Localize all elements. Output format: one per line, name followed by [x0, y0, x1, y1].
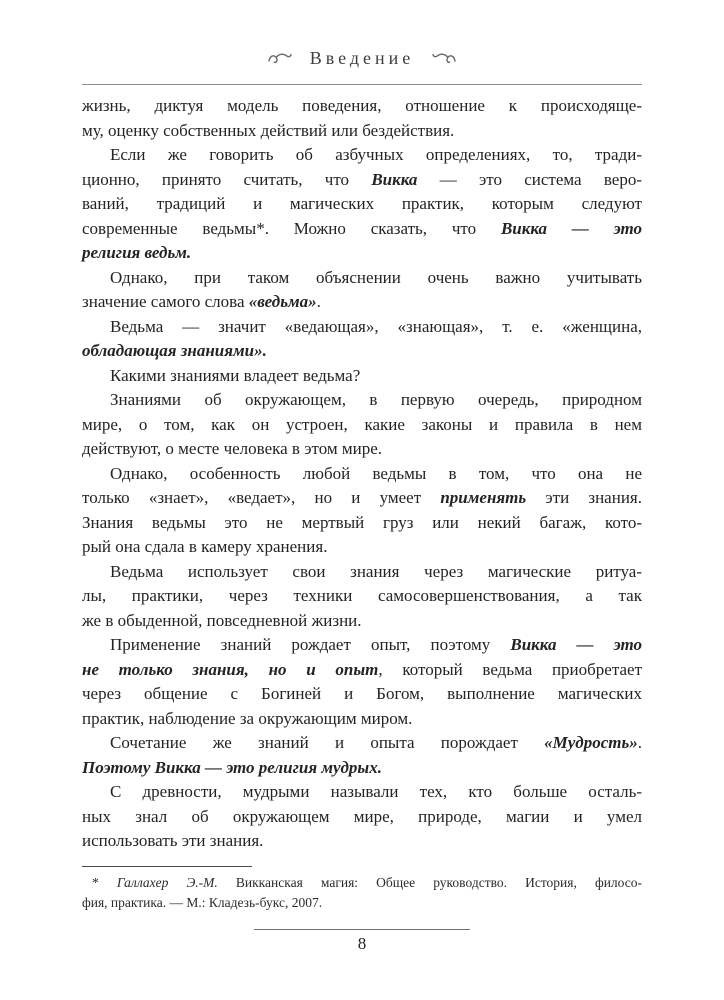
text-line: же в обыденной, повседневной жизни. [82, 610, 362, 630]
text-line: Ведьма — значит «ведающая», «знающая», т. е. «женщина, [110, 316, 642, 336]
emphasis-text: применять [440, 488, 527, 507]
footer-divider [254, 929, 470, 930]
text-line: Применение знаний рождает опыт, поэтому Викка — это [110, 635, 642, 654]
chapter-title: Введение [309, 48, 415, 68]
text-line: значение самого слова «ведьма». [82, 292, 321, 311]
text-line: рый она сдала в камеру хранения. [82, 537, 328, 556]
text-line: современные ведьмы*. Можно сказать, что Викка — это [82, 218, 642, 238]
emphasis-text: «Мудрость» [544, 733, 638, 752]
text-line: Сочетание же знаний и опыта порождает «Мудрость». [110, 733, 642, 752]
text-line: лы, практики, через техники самосовершенствования, а так [82, 586, 642, 605]
emphasis-text: Галлахер Э.-М. [116, 875, 218, 890]
text-line: Какими знаниями владеет ведьма? [110, 365, 361, 385]
text-line: му, оценку собственных действий или бездействия. [82, 120, 455, 140]
text-line: только «знает», «ведает», но и умеет применять эти знания. [82, 488, 642, 507]
text-line: ных знал об окружающем мире, природе, магии и умел [82, 806, 642, 826]
text-line: Если же говорить об азбучных определениях, то, тради- [110, 145, 642, 164]
text-line: не только знания, но и опыт, который ведьма приобретает [82, 659, 643, 679]
footnote-divider [82, 866, 252, 867]
body-text [82, 94, 642, 854]
emphasis-text: «ведьма» [248, 292, 317, 311]
text-line: практик, наблюдение за окружающим миром. [82, 708, 413, 728]
text-line: Однако, особенность любой ведьмы в том, что она не [110, 463, 642, 483]
text-line: использовать эти знания. [82, 831, 264, 850]
footnote [82, 873, 642, 912]
text-line: * Галлахер Э.-М. Викканская магия: Общее руководство. История, филосо- [92, 875, 642, 890]
text-line: мире, о том, как он устроен, какие законы и правила в нем [82, 414, 642, 434]
text-line: Знания ведьмы это не мертвый груз или некий багаж, кото- [82, 512, 642, 532]
text-line: ционно, принято считать, что Викка — это система веро- [82, 169, 642, 189]
text-line: Ведьма использует свои знания через магические ритуа- [110, 561, 642, 581]
emphasis-text: не только знания, но и опыт [82, 659, 379, 679]
text-line: С древности, мудрыми называли тех, кто больше осталь- [110, 782, 642, 801]
text-line: Однако, при таком объяснении очень важно учитывать [110, 267, 642, 287]
text-line: ваний, традиций и магических практик, которым следуют [82, 194, 642, 213]
emphasis-text: Поэтому Викка — это религия мудрых. [82, 757, 382, 777]
emphasis-text: Викка — это [500, 218, 642, 238]
text-line: действуют, о месте человека в этом мире. [82, 439, 383, 458]
text-line: фия, практика. — М.: Кладезь-букс, 2007. [82, 894, 323, 910]
emphasis-text: обладающая знаниями». [82, 341, 267, 360]
emphasis-text: религия ведьм. [82, 243, 192, 262]
text-line: через общение с Богиней и Богом, выполнение магических [82, 684, 642, 703]
text-line: Знаниями об окружающем, в первую очередь, природном [110, 390, 642, 409]
text-line [82, 756, 642, 781]
flourish-icon [432, 52, 456, 65]
page-header [82, 48, 642, 69]
text-line [82, 241, 642, 266]
page-number: 8 [357, 934, 367, 953]
flourish-icon [268, 52, 292, 65]
header-divider [82, 84, 642, 85]
emphasis-text: Викка — это [510, 635, 642, 654]
text-line [82, 339, 642, 364]
text-line: жизнь, диктуя модель поведения, отношение к происходяще- [82, 96, 642, 115]
emphasis-text: Викка [371, 169, 418, 189]
